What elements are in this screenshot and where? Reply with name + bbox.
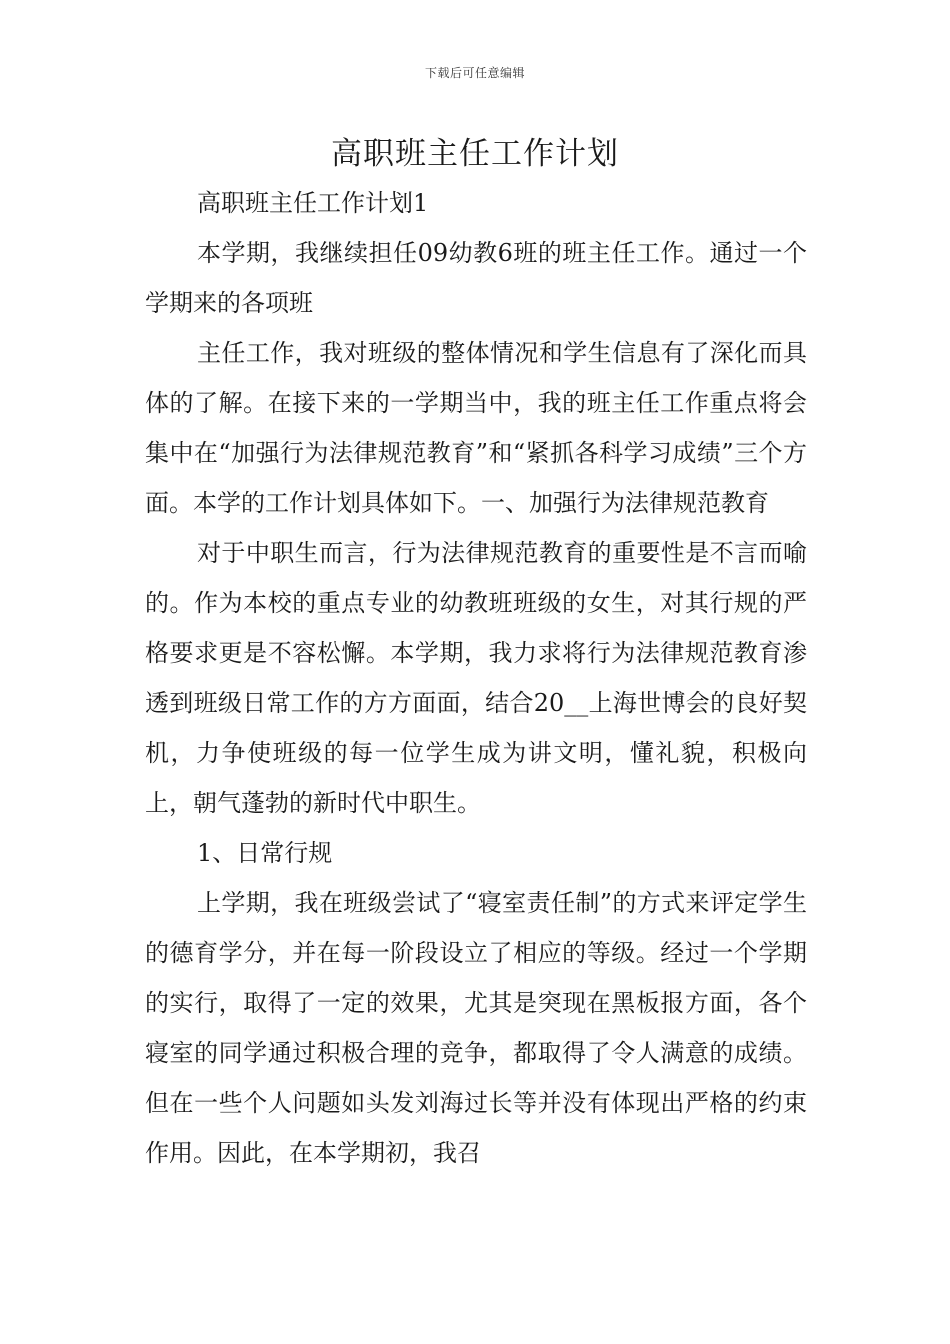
- document-title: 高职班主任工作计划: [331, 136, 619, 172]
- paragraph: 对于中职生而言，行为法律规范教育的重要性是不言而喻的。作为本校的重点专业的幼教班班级的女生，对其行规的严格要求更是不容松懈。本学期，我力求将行为法律规范教育渗透到班级日常工作的方方面面，结合20__上海世博会的良好契机，力争使班级的每一位学生成为讲文明，懂礼貌，积极向上，朝气蓬勃的新时代中职生。: [145, 539, 807, 817]
- paragraph: 本学期，我继续担任09幼教6班的班主任工作。通过一个学期来的各项班: [145, 239, 807, 317]
- section-heading: 高职班主任工作计划1: [197, 189, 429, 217]
- paragraph: 上学期，我在班级尝试了“寝室责任制”的方式来评定学生的德育学分，并在每一阶段设立了相应的等级。经过一个学期的实行，取得了一定的效果，尤其是突现在黑板报方面，各个寝室的同学通过积极合理的竞争，都取得了令人满意的成绩。但在一些个人问题如头发刘海过长等并没有体现出严格的约束作用。因此，在本学期初，我召: [145, 889, 807, 1167]
- subsection-heading: 1、日常行规: [197, 839, 333, 867]
- header-note: 下载后可任意编辑: [424, 66, 525, 80]
- paragraph: 主任工作，我对班级的整体情况和学生信息有了深化而具体的了解。在接下来的一学期当中，我的班主任工作重点将会集中在“加强行为法律规范教育”和“紧抓各科学习成绩”三个方面。本学的工作计划具体如下。一、加强行为法律规范教育: [145, 339, 807, 517]
- document-body: [145, 178, 807, 1178]
